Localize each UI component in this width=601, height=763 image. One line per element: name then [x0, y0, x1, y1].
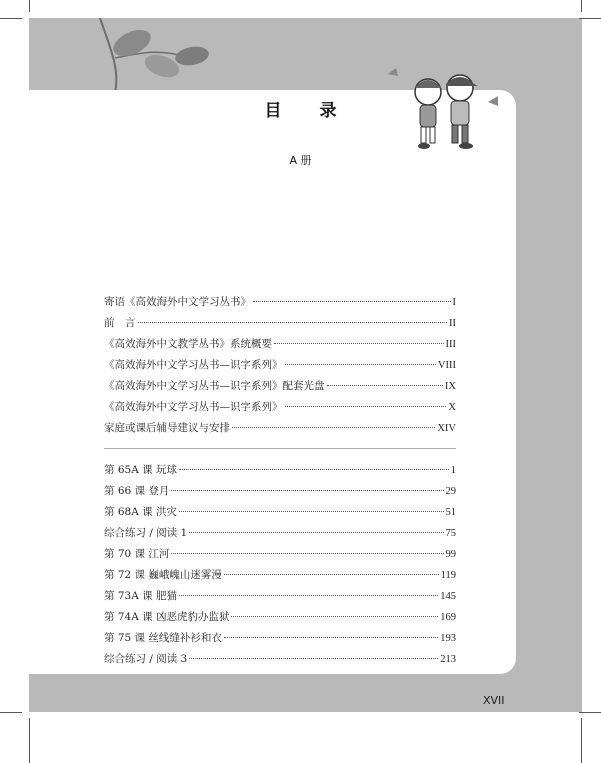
toc-entry-title: 第 66 课 登月 [104, 485, 170, 497]
toc-entry[interactable] [104, 292, 456, 313]
toc-entry[interactable] [104, 544, 456, 565]
toc-entry[interactable] [104, 523, 456, 544]
toc-entry[interactable] [104, 460, 456, 481]
toc-entry-title: 家庭或课后辅导建议与安排 [104, 422, 230, 434]
toc-entry-page: X [448, 402, 456, 413]
leader-dots [285, 406, 447, 407]
crop-mark [29, 718, 30, 763]
crop-mark [579, 18, 601, 19]
page-title: 目 录 [264, 101, 353, 121]
toc-entry-title: 《高效海外中文学习丛书—识字系列》配套光盘 [104, 380, 325, 392]
leader-dots [171, 490, 443, 491]
toc-entry[interactable] [104, 418, 456, 439]
leader-dots [231, 616, 438, 617]
toc-entry-title: 《高效海外中文教学丛书》系统概要 [104, 338, 272, 350]
leader-dots [189, 532, 443, 533]
toc-entry[interactable] [104, 628, 456, 649]
toc-entry[interactable] [104, 313, 456, 334]
leader-dots [224, 574, 439, 575]
leader-dots [171, 553, 443, 554]
toc-entry[interactable] [104, 334, 456, 355]
toc-front-matter [104, 292, 456, 439]
toc-entry-title: 《高效海外中文学习丛书—识字系列》 [104, 359, 283, 371]
toc-entry-page: 193 [440, 633, 456, 644]
page-number: XVII [483, 694, 505, 707]
toc-entry-page: 213 [440, 654, 456, 665]
toc-entry-title: 综合练习 / 阅读 3 [104, 653, 188, 665]
toc-entry-page: 99 [445, 549, 456, 560]
toc-entry-page: III [445, 339, 456, 350]
crop-mark [579, 712, 601, 713]
toc-entry-title: 第 73A 课 肥猫 [104, 590, 177, 602]
toc-entry-page: 1 [450, 465, 456, 476]
toc-entry-title: 前 言 [104, 317, 136, 329]
toc-entry-title: 第 65A 课 玩球 [104, 464, 177, 476]
leader-dots [138, 322, 448, 323]
leader-dots [253, 301, 451, 302]
toc-entry-page: IX [444, 381, 456, 392]
toc-entry-page: 145 [440, 591, 456, 602]
toc-entry-page: 29 [445, 486, 456, 497]
leader-dots [189, 658, 438, 659]
toc-entry-title: 综合练习 / 阅读 1 [104, 527, 188, 539]
toc-entry[interactable] [104, 649, 456, 670]
toc-entry[interactable] [104, 376, 456, 397]
leader-dots [285, 364, 436, 365]
toc-entry-page: XIV [437, 423, 456, 434]
toc-entry-title: 《高效海外中文学习丛书—识字系列》 [104, 401, 283, 413]
crop-mark [581, 0, 582, 12]
crop-mark [0, 18, 22, 19]
toc-entry-title: 第 74A 课 凶恶虎豹办监狱 [104, 611, 230, 623]
leader-dots [224, 637, 438, 638]
toc-entry-page: 169 [440, 612, 456, 623]
leader-dots [274, 343, 444, 344]
toc-entry-title: 寄语《高效海外中文学习丛书》 [104, 296, 251, 308]
volume-label: A 册 [289, 154, 312, 167]
toc-entry[interactable] [104, 481, 456, 502]
toc-entry[interactable] [104, 355, 456, 376]
toc-entry[interactable] [104, 565, 456, 586]
toc-entry-title: 第 72 课 巍峨㟴山迷雾漫 [104, 569, 222, 581]
toc-entry-title: 第 68A 课 洪灾 [104, 506, 177, 518]
toc-entry-page: 75 [445, 528, 456, 539]
section-divider [104, 448, 456, 449]
toc-lessons [104, 460, 456, 670]
toc-entry-title: 第 70 课 江河 [104, 548, 170, 560]
toc-entry-page: 51 [445, 507, 456, 518]
crop-mark [29, 0, 30, 12]
toc-entry[interactable] [104, 502, 456, 523]
leader-dots [179, 511, 444, 512]
toc-entry-page: 119 [440, 570, 456, 581]
toc-entry[interactable] [104, 397, 456, 418]
toc-entry[interactable] [104, 586, 456, 607]
toc-entry-page: VIII [437, 360, 456, 371]
toc-entry-title: 第 75 课 丝线缝补衫和衣 [104, 632, 222, 644]
toc-entry-page: II [449, 318, 456, 329]
toc-entry[interactable] [104, 607, 456, 628]
crop-mark [581, 718, 582, 763]
crop-mark [0, 712, 22, 713]
leader-dots [232, 427, 435, 428]
toc-entry-page: I [452, 297, 456, 308]
leader-dots [327, 385, 443, 386]
leader-dots [179, 595, 438, 596]
leader-dots [179, 469, 449, 470]
